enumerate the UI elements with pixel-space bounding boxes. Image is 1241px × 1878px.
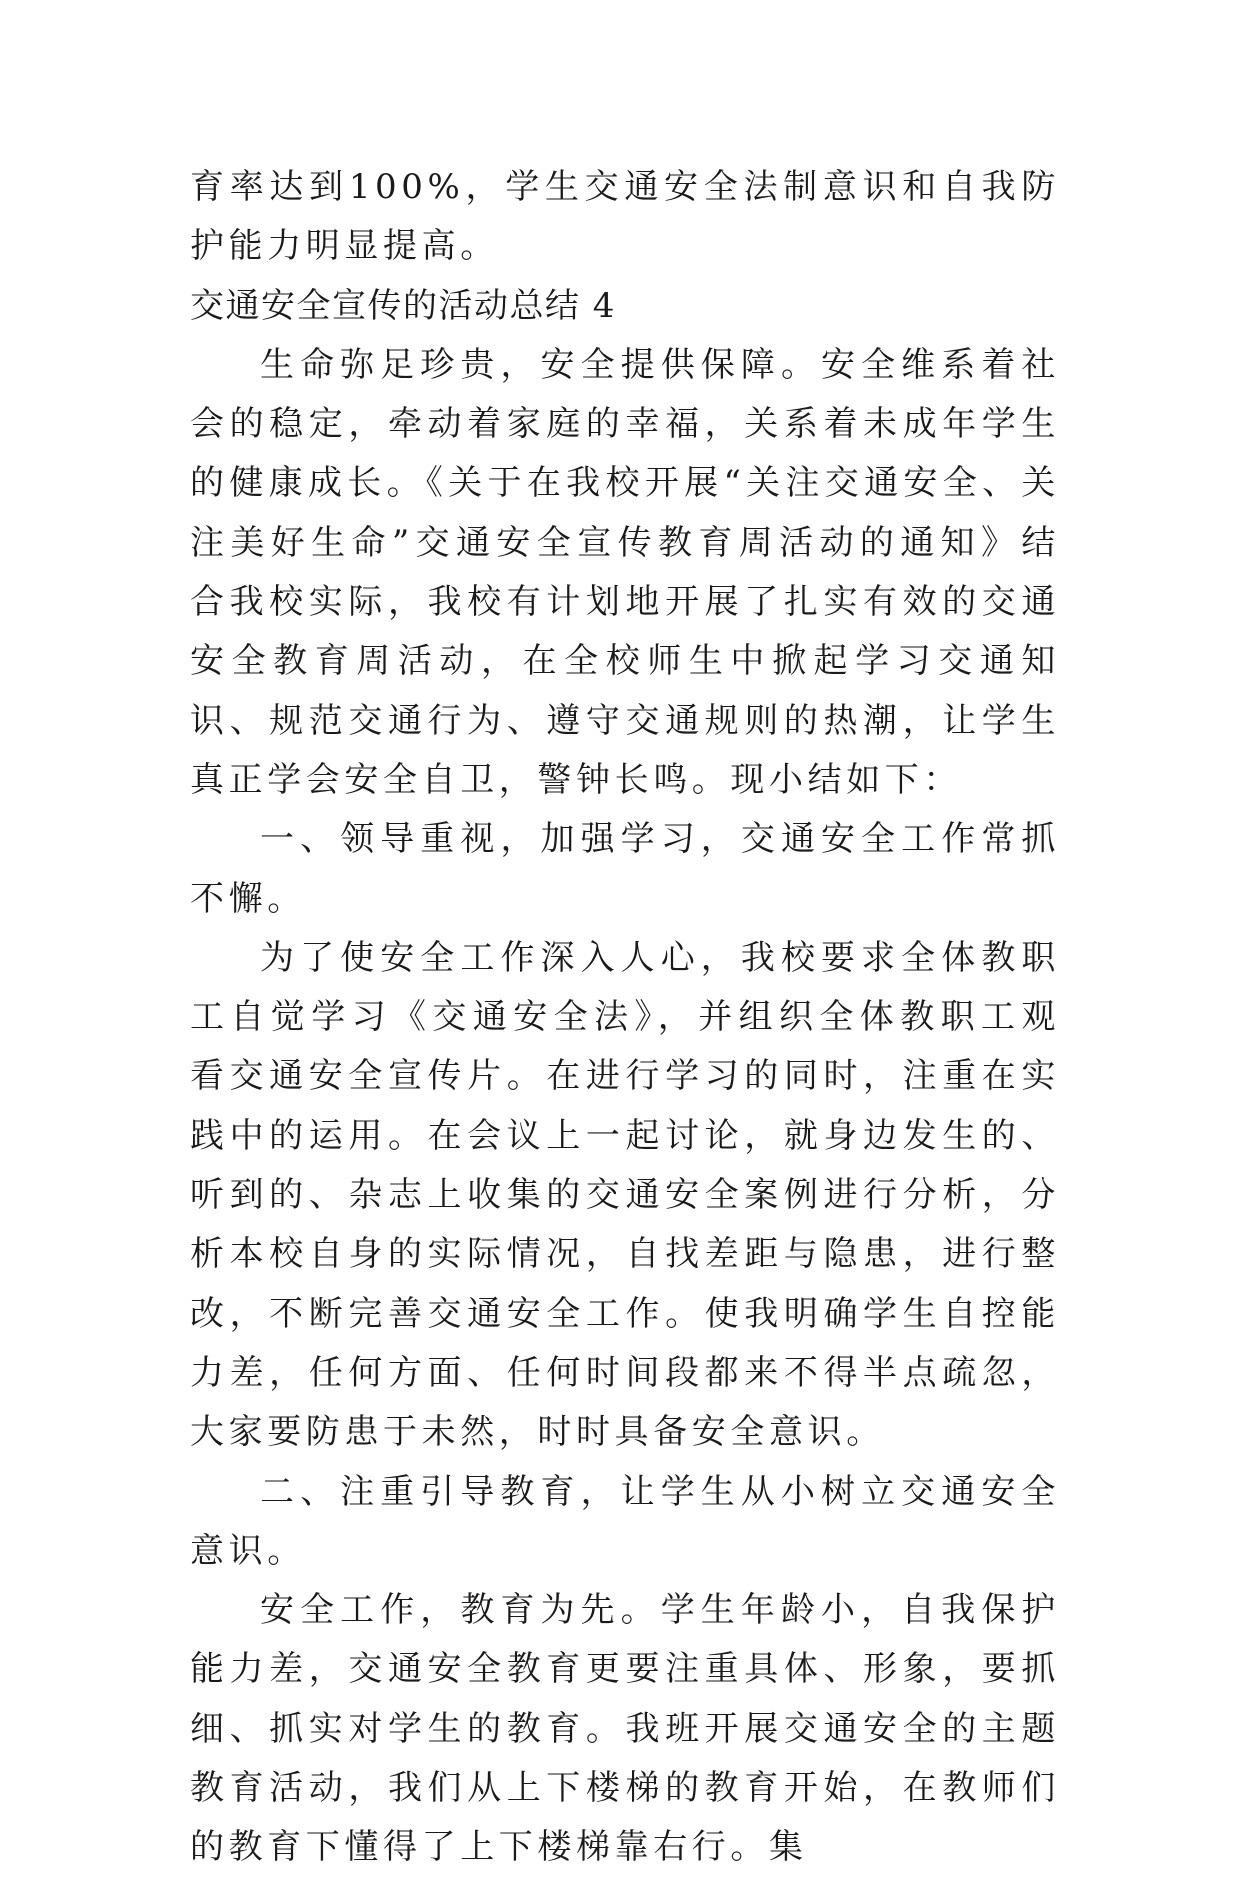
paragraph-continuation: 育率达到100%，学生交通安全法制意识和自我防护能力明显提高。: [190, 167, 1060, 267]
subheading-two: 二、注重引导教育，让学生从小树立交通安全意识。: [190, 1471, 1060, 1571]
subheading-one: 一、领导重视，加强学习，交通安全工作常抓不懈。: [190, 819, 1060, 919]
paragraph-study: 为了使安全工作深入人心，我校要求全体教职工自觉学习《交通安全法》，并组织全体教职工观看交通安全宣传片。在进行学习的同时，注重在实践中的运用。在会议上一起讨论，就身边发生的、听到的、杂志上收集的交通安全案例进行分析，分析本校自身的实际情况，自找差距与隐患，进行整改，不断完善交通安全工作。使我明确学生自控能力差，任何方面、任何时间段都来不得半点疏忽，大家要防患于未然，时时具备安全意识。: [190, 937, 1060, 1453]
document-body: [190, 158, 1060, 1878]
paragraph-education: 安全工作，教育为先。学生年龄小，自我保护能力差，交通安全教育更要注重具体、形象，要抓细、抓实对学生的教育。我班开展交通安全的主题教育活动，我们从上下楼梯的教育开始，在教师们的教育下懂得了上下楼梯靠右行。集: [190, 1590, 1060, 1868]
section-heading: 交通安全宣传的活动总结 4: [190, 285, 616, 326]
paragraph-intro: 生命弥足珍贵，安全提供保障。安全维系着社会的稳定，牵动着家庭的幸福，关系着未成年学生的健康成长。《关于在我校开展“关注交通安全、关注美好生命”交通安全宣传教育周活动的通知》结合我校实际，我校有计划地开展了扎实有效的交通安全教育周活动，在全校师生中掀起学习交通知识、规范交通行为、遵守交通规则的热潮，让学生真正学会安全自卫，警钟长鸣。现小结如下：: [190, 344, 1060, 800]
